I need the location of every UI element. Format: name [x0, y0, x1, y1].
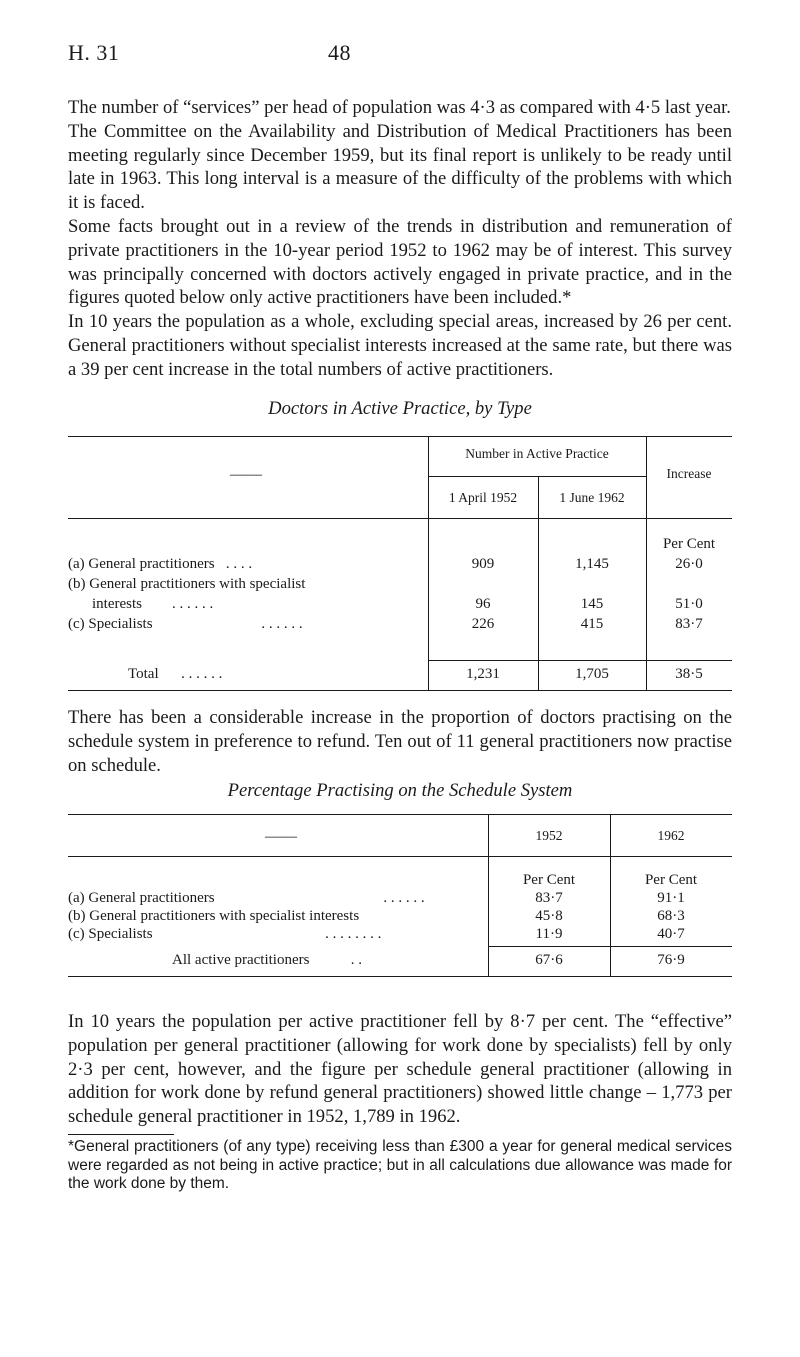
paragraph-schedule-system: There has been a considerable increase in the proportion of doctors practising on the schedule system in preference to refund. Ten out of 11 general practitioners now practise on schedule. — [68, 707, 732, 776]
table1-row-label: (b) General practitioners with specialist — [68, 576, 306, 592]
table2-col-1962: 1962 — [657, 828, 685, 843]
table1-header-rule — [68, 518, 732, 519]
paragraph-committee: The Committee on the Availability and Distribution of Medical Practitioners has been meeting regularly since December 1959, but its final report is unlikely to be ready until late in 1963. This long interval is a measure of the difficulty of the problems with which it is faced. — [68, 120, 732, 214]
paragraph-population: In 10 years the population as a whole, excluding special areas, increased by 26 per cent. General practitioners without specialist interests increased at the same rate, but there was a 39 per cent increase in the total numbers of active practitioners. — [68, 311, 732, 380]
table2-unit-1952: Per Cent — [522, 872, 576, 888]
table2-total-label: All active practitioners . . — [172, 952, 362, 968]
table1-bottom-rule — [68, 690, 732, 691]
paragraph-review: Some facts brought out in a review of the trends in distribution and remuneration of private practitioners in the 10-year period 1952 to 1962 may be of interest. This survey was principally concerned with doctors actively engaged in private practice, and in the figures quoted below only active practitioners have been included.* — [68, 215, 732, 309]
table1-row-label-cont: interests . . . . . . — [92, 596, 214, 612]
table2-row-value-1952: 83·7 — [535, 890, 563, 906]
table2-row-value-1962: 91·1 — [657, 890, 685, 906]
table2-top-rule — [68, 814, 732, 815]
table1-corner: —— — [230, 466, 262, 483]
table1-row-value-1962: 1,145 — [575, 556, 609, 572]
table1-group-header: Number in Active Practice — [465, 446, 609, 461]
table2-row-value-1952: 11·9 — [535, 926, 563, 942]
table2-total-rule — [488, 946, 732, 947]
paragraph-population-per-practitioner: In 10 years the population per active practitioner fell by 8·7 per cent. The “effective” population per general practitioner (allowing for work done by specialists) fell by only 2·3 per cent, however, and the figure per schedule general practitioner (allowing in addition for work done by refund general practitioners) showed little change – 1,773 per schedule general practitioner in 1952, 1,789 in 1962. — [68, 1011, 732, 1128]
table1-total-label: Total . . . . . . — [128, 666, 223, 682]
table1-row-label: (a) General practitioners . . . . — [68, 556, 253, 572]
table2-row-label: (a) General practitioners . . . . . . — [68, 890, 425, 906]
table2-bottom-rule — [68, 976, 732, 977]
table1-unit-label: Per Cent — [662, 536, 716, 552]
table2-row-label: (b) General practitioners with specialist interests — [68, 908, 360, 924]
page-number: 48 — [328, 40, 351, 65]
table1-row-value-1952: 909 — [471, 556, 495, 572]
intro-paragraphs — [68, 96, 732, 382]
table1-row-label: (c) Specialists . . . . . . — [68, 616, 303, 632]
table2-row-value-1952: 45·8 — [535, 908, 563, 924]
table2-header-rule — [68, 856, 732, 857]
table2-row-label: (c) Specialists . . . . . . . . — [68, 926, 382, 942]
table1-total-increase: 38·5 — [675, 666, 703, 682]
table1-row-value-1962: 415 — [580, 616, 604, 632]
table2-total-1962: 76·9 — [657, 952, 685, 968]
table1-subheader-rule — [428, 476, 646, 477]
paragraph-services: The number of “services” per head of population was 4·3 as compared with 4·5 last year. — [68, 97, 731, 118]
table2-row-value-1962: 40·7 — [657, 926, 685, 942]
table1-total-1952: 1,231 — [466, 666, 500, 682]
table1-total-1962: 1,705 — [575, 666, 609, 682]
table2-corner: —— — [265, 828, 297, 845]
document-reference: H. 31 — [68, 40, 120, 65]
table2-total-1952: 67·6 — [535, 952, 563, 968]
table1-row-increase: 26·0 — [675, 556, 703, 572]
table1-caption: Doctors in Active Practice, by Type — [268, 398, 532, 419]
table1-row-value-1952: 226 — [471, 616, 495, 632]
table1-row-value-1962: 145 — [580, 596, 604, 612]
table1-top-rule — [68, 436, 732, 437]
footnote-rule — [68, 1134, 174, 1135]
table2-caption: Percentage Practising on the Schedule System — [227, 780, 573, 801]
table1-row-increase: 51·0 — [675, 596, 703, 612]
table1-row-value-1952: 96 — [475, 596, 491, 612]
table2-col-1952: 1952 — [535, 828, 563, 843]
table1-col-1952: 1 April 1952 — [448, 490, 518, 505]
table1-col-1962: 1 June 1962 — [559, 490, 625, 505]
table1-vrule-2 — [538, 476, 539, 690]
table1-total-rule — [428, 660, 732, 661]
footnote: *General practitioners (of any type) receiving less than £300 a year for general medical services were regarded as not being in active practice; but in all calculations due allowance was made for the work done by them. — [68, 1138, 732, 1192]
table2-unit-1962: Per Cent — [644, 872, 698, 888]
table2-row-value-1962: 68·3 — [657, 908, 685, 924]
table1-row-increase: 83·7 — [675, 616, 703, 632]
table1-col-increase: Increase — [666, 466, 712, 481]
